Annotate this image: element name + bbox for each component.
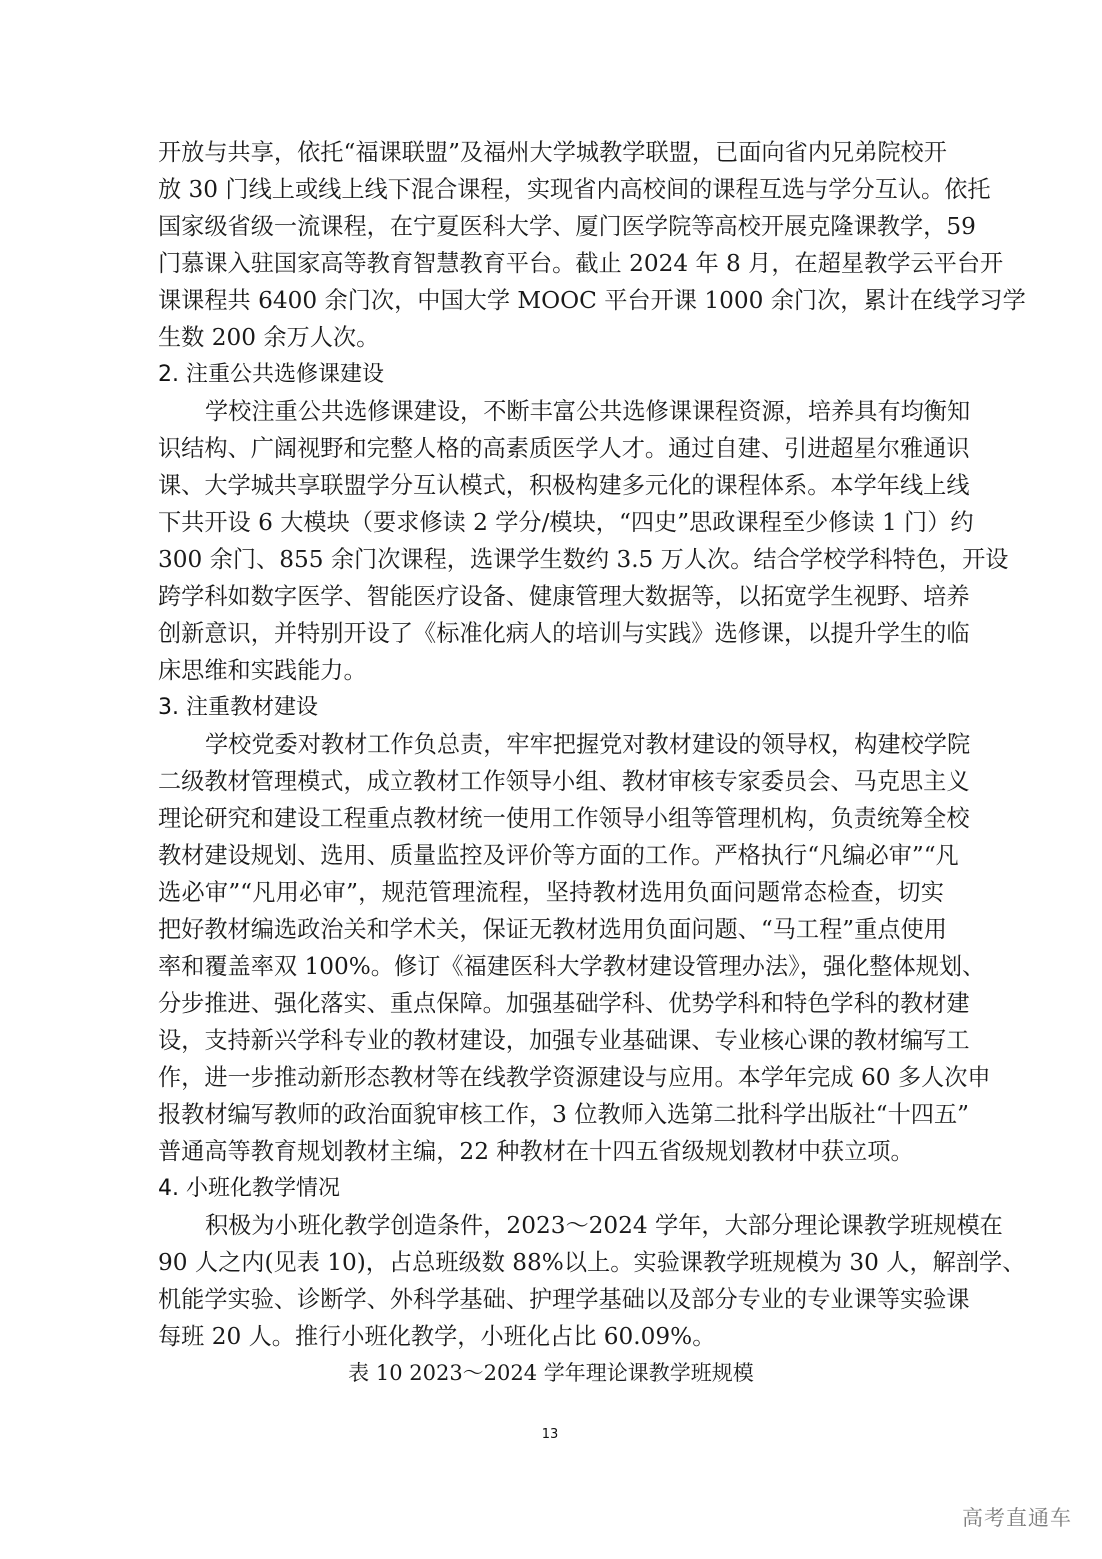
text-line: 学校注重公共选修课建设，不断丰富公共选修课课程资源，培养具有均衡知	[205, 398, 971, 425]
section-heading-textbooks: 3. 注重教材建设	[158, 695, 318, 720]
text-line: 二级教材管理模式，成立教材工作领导小组、教材审核专家委员会、马克思主义	[158, 768, 970, 795]
text-line: 把好教材编选政治关和学术关，保证无教材选用负面问题、“马工程”重点使用	[158, 916, 947, 943]
text-line: 设，支持新兴学科专业的教材建设，加强专业基础课、专业核心课的教材编写工	[158, 1027, 970, 1054]
text-line: 率和覆盖率双 100%。修订《福建医科大学教材建设管理办法》，强化整体规划、	[158, 953, 986, 980]
text-line: 下共开设 6 大模块（要求修读 2 学分/模块，“四史”思政课程至少修读 1 门）约	[158, 509, 974, 536]
text-line: 积极为小班化教学创造条件，2023～2024 学年，大部分理论课教学班规模在	[205, 1212, 1003, 1239]
page-number: 13	[541, 1427, 559, 1442]
text-line: 学校党委对教材工作负总责，牢牢把握党对教材建设的领导权，构建校学院	[205, 731, 971, 758]
text-line: 300 余门、855 余门次课程，选课学生数约 3.5 万人次。结合学校学科特色，开设	[158, 546, 1009, 573]
text-line: 课课程共 6400 余门次，中国大学 MOOC 平台开课 1000 余门次，累计在线学习学	[158, 287, 1026, 314]
text-line: 普通高等教育规划教材主编，22 种教材在十四五省级规划教材中获立项。	[158, 1138, 914, 1165]
text-line: 跨学科如数字医学、智能医疗设备、健康管理大数据等，以拓宽学生视野、培养	[158, 583, 970, 610]
text-line: 生数 200 余万人次。	[158, 324, 380, 351]
text-line: 门慕课入驻国家高等教育智慧教育平台。截止 2024 年 8 月，在超星教学云平台开	[158, 250, 1004, 277]
text-line: 90 人之内(见表 10)，占总班级数 88%以上。实验课教学班规模为 30 人，解剖学、	[158, 1249, 1026, 1276]
text-line: 报教材编写教师的政治面貌审核工作，3 位教师入选第二批科学出版社“十四五”	[158, 1101, 970, 1128]
text-line: 作，进一步推动新形态教材等在线教学资源建设与应用。本学年完成 60 多人次申	[158, 1064, 991, 1091]
text-line: 国家级省级一流课程，在宁夏医科大学、厦门医学院等高校开展克隆课教学，59	[158, 213, 976, 240]
text-line: 放 30 门线上或线上线下混合课程，实现省内高校间的课程互选与学分互认。依托	[158, 176, 991, 203]
paragraph-small-class	[158, 1207, 1026, 1355]
text-line: 床思维和实践能力。	[158, 657, 367, 684]
text-line: 分步推进、强化落实、重点保障。加强基础学科、优势学科和特色学科的教材建	[158, 990, 970, 1017]
text-line: 识结构、广阔视野和完整人格的高素质医学人才。通过自建、引进超星尔雅通识	[158, 435, 970, 462]
paragraph-textbooks	[158, 726, 991, 1170]
text-line: 创新意识，并特别开设了《标准化病人的培训与实践》选修课，以提升学生的临	[158, 620, 970, 647]
text-line: 机能学实验、诊断学、外科学基础、护理学基础以及部分专业的专业课等实验课	[158, 1286, 970, 1313]
document-page	[158, 134, 1026, 1392]
text-line: 理论研究和建设工程重点教材统一使用工作领导小组等管理机构，负责统筹全校	[158, 805, 970, 832]
paragraph-open-sharing	[158, 134, 1026, 356]
text-line: 开放与共享，依托“福课联盟”及福州大学城教学联盟，已面向省内兄弟院校开	[158, 139, 947, 166]
section-heading-small-class: 4. 小班化教学情况	[158, 1176, 340, 1201]
section-heading-public-electives: 2. 注重公共选修课建设	[158, 362, 384, 387]
table-caption: 表 10 2023～2024 学年理论课教学班规模	[348, 1361, 754, 1385]
paragraph-public-electives	[158, 393, 1009, 689]
text-line: 选必审”“凡用必审”，规范管理流程，坚持教材选用负面问题常态检查，切实	[158, 879, 944, 906]
text-line: 教材建设规划、选用、质量监控及评价等方面的工作。严格执行“凡编必审”“凡	[158, 842, 959, 869]
text-line: 每班 20 人。推行小班化教学，小班化占比 60.09%。	[158, 1323, 716, 1350]
text-line: 课、大学城共享联盟学分互认模式，积极构建多元化的课程体系。本学年线上线	[158, 472, 970, 499]
watermark: 高考直通车	[962, 1506, 1072, 1530]
